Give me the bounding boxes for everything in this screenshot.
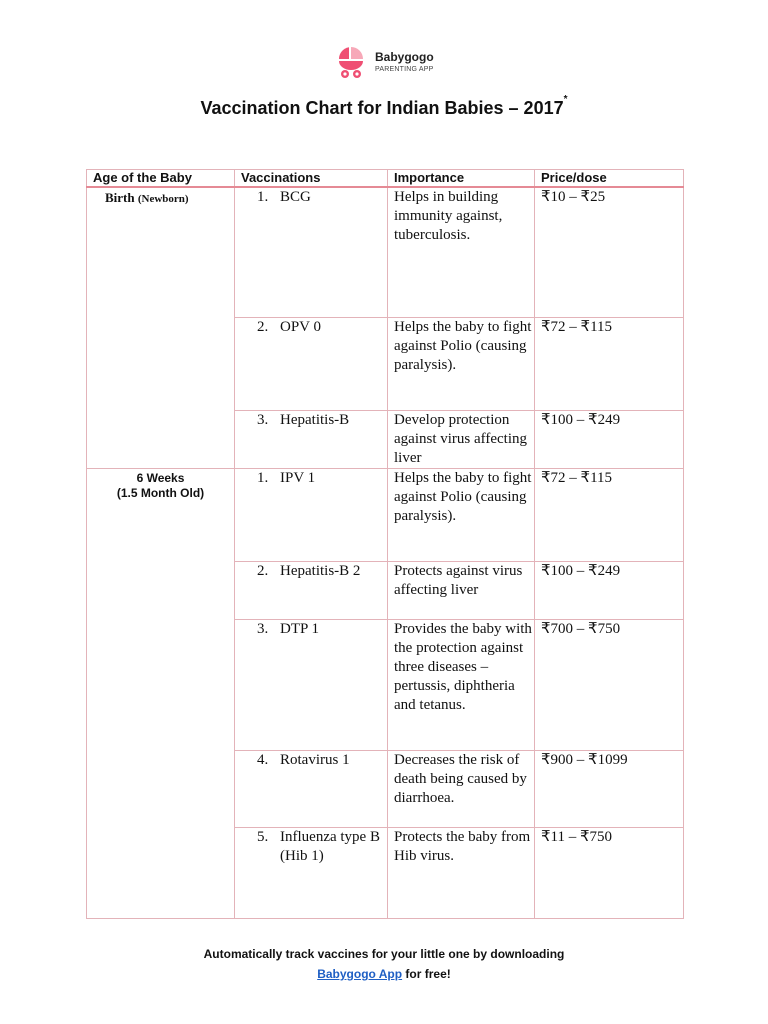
vaccine-cell <box>235 187 388 317</box>
price-cell <box>535 750 684 827</box>
importance-text: Decreases the risk of death being caused by diarrhoea. <box>394 751 527 806</box>
header-price: Price/dose <box>535 170 684 188</box>
price-cell <box>535 827 684 918</box>
vaccine-name: Influenza type B (Hib 1) <box>280 828 380 864</box>
importance-text: Develop protection against virus affecting liver <box>394 411 528 466</box>
page-title <box>0 94 768 119</box>
importance-text: Helps the baby to fight against Polio (causing paralysis). <box>394 469 532 524</box>
price-text: ₹100 – ₹249 <box>541 411 621 428</box>
table-header-row <box>87 170 684 188</box>
vaccine-number: 4. <box>257 751 269 768</box>
vaccine-name: Rotavirus 1 <box>280 751 350 768</box>
price-text: ₹100 – ₹249 <box>541 562 621 579</box>
brand-name: Babygogo <box>375 50 434 64</box>
footer-cta <box>0 944 768 984</box>
title-asterisk: * <box>563 94 568 105</box>
table-row <box>87 187 684 317</box>
importance-cell <box>388 750 535 827</box>
importance-text: Helps in building immunity against, tuberculosis. <box>394 189 503 243</box>
vaccine-cell <box>235 317 388 410</box>
vaccine-name: IPV 1 <box>280 469 316 486</box>
header-vaccinations: Vaccinations <box>235 170 388 188</box>
vaccine-name: Hepatitis-B 2 <box>280 562 361 579</box>
vaccine-name: Hepatitis-B <box>280 411 350 428</box>
age-note: (Newborn) <box>137 193 189 205</box>
vaccine-number: 1. <box>257 469 269 486</box>
price-text: ₹700 – ₹750 <box>541 620 621 637</box>
price-text: ₹11 – ₹750 <box>541 828 613 845</box>
vaccine-name: BCG <box>280 189 311 205</box>
vaccine-cell <box>235 468 388 561</box>
price-text: ₹72 – ₹115 <box>541 469 613 486</box>
vaccine-number: 2. <box>257 562 269 579</box>
vaccine-number: 3. <box>257 411 269 428</box>
vaccine-name: DTP 1 <box>280 620 320 637</box>
table-row <box>87 468 684 561</box>
age-cell-6-weeks <box>87 468 235 918</box>
vaccination-table <box>86 169 684 919</box>
importance-text: Protects the baby from Hib virus. <box>394 828 531 864</box>
importance-cell <box>388 561 535 619</box>
importance-cell <box>388 187 535 317</box>
importance-text: Helps the baby to fight against Polio (causing paralysis). <box>394 318 532 373</box>
vaccine-number: 3. <box>257 620 269 637</box>
price-text: ₹10 – ₹25 <box>541 189 606 205</box>
price-cell <box>535 619 684 750</box>
vaccine-cell <box>235 619 388 750</box>
stroller-icon <box>336 44 366 80</box>
importance-text: Protects against virus affecting liver <box>394 562 523 598</box>
price-cell <box>535 561 684 619</box>
vaccine-number: 1. <box>257 189 269 205</box>
age-note: (1.5 Month Old) <box>116 485 205 500</box>
header-age: Age of the Baby <box>87 170 235 188</box>
brand-logo <box>336 44 446 80</box>
vaccine-cell <box>235 410 388 468</box>
vaccine-number: 5. <box>257 828 269 845</box>
footer-line-2-rest: for free! <box>402 967 451 981</box>
vaccine-cell <box>235 750 388 827</box>
importance-text: Provides the baby with the protection against three diseases – pertussis, diphtheria and tetanus. <box>394 620 532 713</box>
brand-tagline: PARENTING APP <box>375 66 434 73</box>
vaccine-cell <box>235 561 388 619</box>
age-label: Birth <box>105 190 135 205</box>
price-cell <box>535 468 684 561</box>
age-cell-birth <box>87 187 235 468</box>
footer-line-2 <box>0 964 768 984</box>
importance-cell <box>388 619 535 750</box>
price-cell <box>535 317 684 410</box>
importance-cell <box>388 827 535 918</box>
price-text: ₹72 – ₹115 <box>541 318 613 335</box>
footer-line-1: Automatically track vaccines for your little one by downloading <box>203 947 565 961</box>
age-label: 6 Weeks <box>136 470 185 485</box>
vaccine-number: 2. <box>257 318 269 335</box>
vaccine-name: OPV 0 <box>280 318 321 335</box>
price-cell <box>535 410 684 468</box>
price-cell <box>535 187 684 317</box>
vaccine-cell <box>235 827 388 918</box>
header-importance: Importance <box>388 170 535 188</box>
importance-cell <box>388 317 535 410</box>
title-text: Vaccination Chart for Indian Babies – 2017 <box>200 98 564 118</box>
importance-cell <box>388 410 535 468</box>
price-text: ₹900 – ₹1099 <box>541 751 628 768</box>
importance-cell <box>388 468 535 561</box>
babygogo-app-link[interactable]: Babygogo App <box>317 967 403 981</box>
